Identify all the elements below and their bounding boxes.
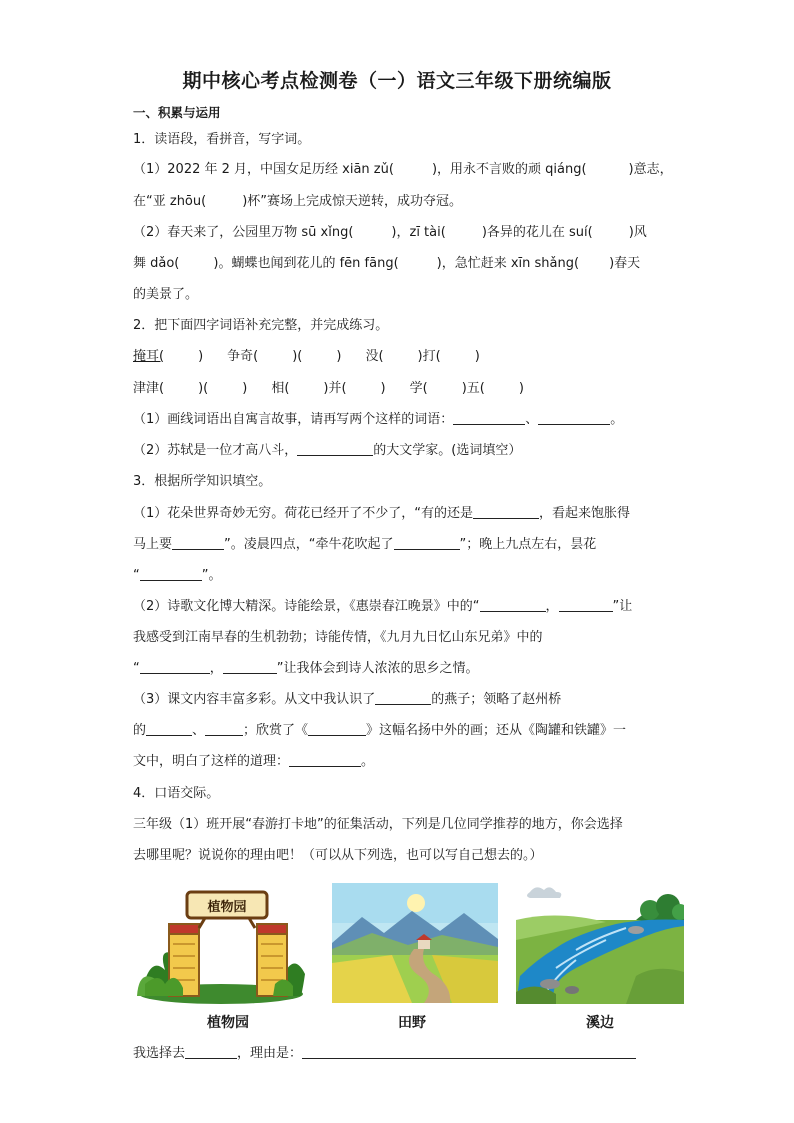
q3-sub1-line2: 马上要 ”。凌晨四点，“牵牛花吹起了 ”；晚上九点左右，昙花	[133, 537, 597, 552]
answer-blank[interactable]	[559, 597, 613, 612]
section-heading: 一、积累与运用	[133, 105, 221, 120]
answer-blank[interactable]	[394, 535, 460, 550]
botanical-garden-illustration	[135, 884, 307, 1006]
answer-blank[interactable]	[289, 752, 361, 767]
q4-answer-line: 我选择去 ，理由是：	[133, 1044, 673, 1064]
q1-para1-line2: 在“亚 zhōu( )杯”赛场上完成惊天逆转，成功夺冠。	[133, 194, 463, 209]
field-illustration	[332, 883, 498, 1003]
q4-heading: 4．口语交际。	[133, 786, 220, 801]
q2-idioms-row1: 掩耳( ) 争奇( )( ) 没( )打( )	[133, 349, 480, 364]
q1-para2-line2: 舞 dǎo( )。蝴蝶也闻到花儿的 fēn fāng( )，急忙赶来 xīn shǎng( )春天	[133, 256, 641, 271]
q2-idioms-row2: 津津( )( ) 相( )并( ) 学( )五( )	[133, 381, 524, 396]
answer-blank[interactable]	[172, 535, 224, 550]
answer-blank[interactable]	[473, 504, 539, 519]
q3-sub3-line3: 文中，明白了这样的道理： 。	[133, 754, 375, 769]
answer-blank[interactable]	[297, 441, 373, 456]
q1-para2-line1: （2）春天来了，公园里万物 sū xǐng( )，zī tài( )各异的花儿在 suí( )风	[133, 225, 647, 240]
q4-prompt-line1: 三年级（1）班开展“春游打卡地”的征集活动，下列是几位同学推荐的地方，你会选择	[133, 817, 623, 832]
answer-blank[interactable]	[308, 721, 366, 736]
q3-heading: 3．根据所学知识填空。	[133, 474, 272, 489]
q4-prompt-line2: 去哪里呢？说说你的理由吧！（可以从下列选，也可以写自己想去的。）	[133, 848, 543, 863]
q2-sub1: （1）画线词语出自寓言故事，请再写两个这样的词语： 、 。	[133, 412, 624, 427]
q3-sub2-line3: “ ， ”让我体会到诗人浓浓的思乡之情。	[133, 661, 479, 676]
q2-heading: 2．把下面四字词语补充完整，并完成练习。	[133, 318, 389, 333]
caption-stream: 溪边	[586, 1015, 614, 1031]
answer-blank[interactable]	[538, 410, 610, 425]
answer-blank[interactable]	[453, 410, 525, 425]
q3-sub1-line1: （1）花朵世界奇妙无穷。荷花已经开了不少了，“有的还是 ，看起来饱胀得	[133, 506, 631, 521]
answer-blank[interactable]	[205, 721, 243, 736]
answer-blank[interactable]	[140, 566, 202, 581]
caption-botanical-garden: 植物园	[207, 1015, 249, 1031]
stream-illustration	[516, 880, 684, 1004]
q2-sub2: （2）苏轼是一位才高八斗， 的大文学家。(选词填空）	[133, 443, 522, 458]
answer-blank[interactable]	[480, 597, 546, 612]
q1-heading: 1．读语段，看拼音，写字词。	[133, 132, 311, 147]
q3-sub1-line3: “ ”。	[133, 568, 222, 583]
q1-para1-line1: （1）2022 年 2 月，中国女足历经 xiān zǔ( )，用永不言败的顽 qiáng( )意志，	[133, 162, 673, 177]
q3-sub2-line2: 我感受到江南早春的生机勃勃；诗能传情，《九月九日忆山东兄弟》中的	[133, 630, 543, 645]
reason-blank[interactable]	[302, 1044, 636, 1059]
answer-blank[interactable]	[146, 721, 192, 736]
q1-para2-line3: 的美景了。	[133, 287, 199, 302]
q3-sub2-line1: （2）诗歌文化博大精深。诗能绘景，《惠崇春江晚景》中的“ ， ”让	[133, 599, 633, 614]
sign-text: 植物园	[207, 900, 247, 915]
answer-blank[interactable]	[223, 659, 277, 674]
q3-sub3-line2: 的 、 ；欣赏了《 》这幅名扬中外的画；还从《陶罐和铁罐》一	[133, 723, 627, 738]
answer-blank[interactable]	[375, 690, 431, 705]
q3-sub3-line1: （3）课文内容丰富多彩。从文中我认识了 的燕子；领略了赵州桥	[133, 692, 562, 707]
choice-blank[interactable]	[185, 1044, 237, 1059]
answer-blank[interactable]	[140, 659, 210, 674]
page-title: 期中核心考点检测卷（一）语文三年级下册统编版	[182, 70, 612, 92]
caption-field: 田野	[398, 1015, 426, 1031]
